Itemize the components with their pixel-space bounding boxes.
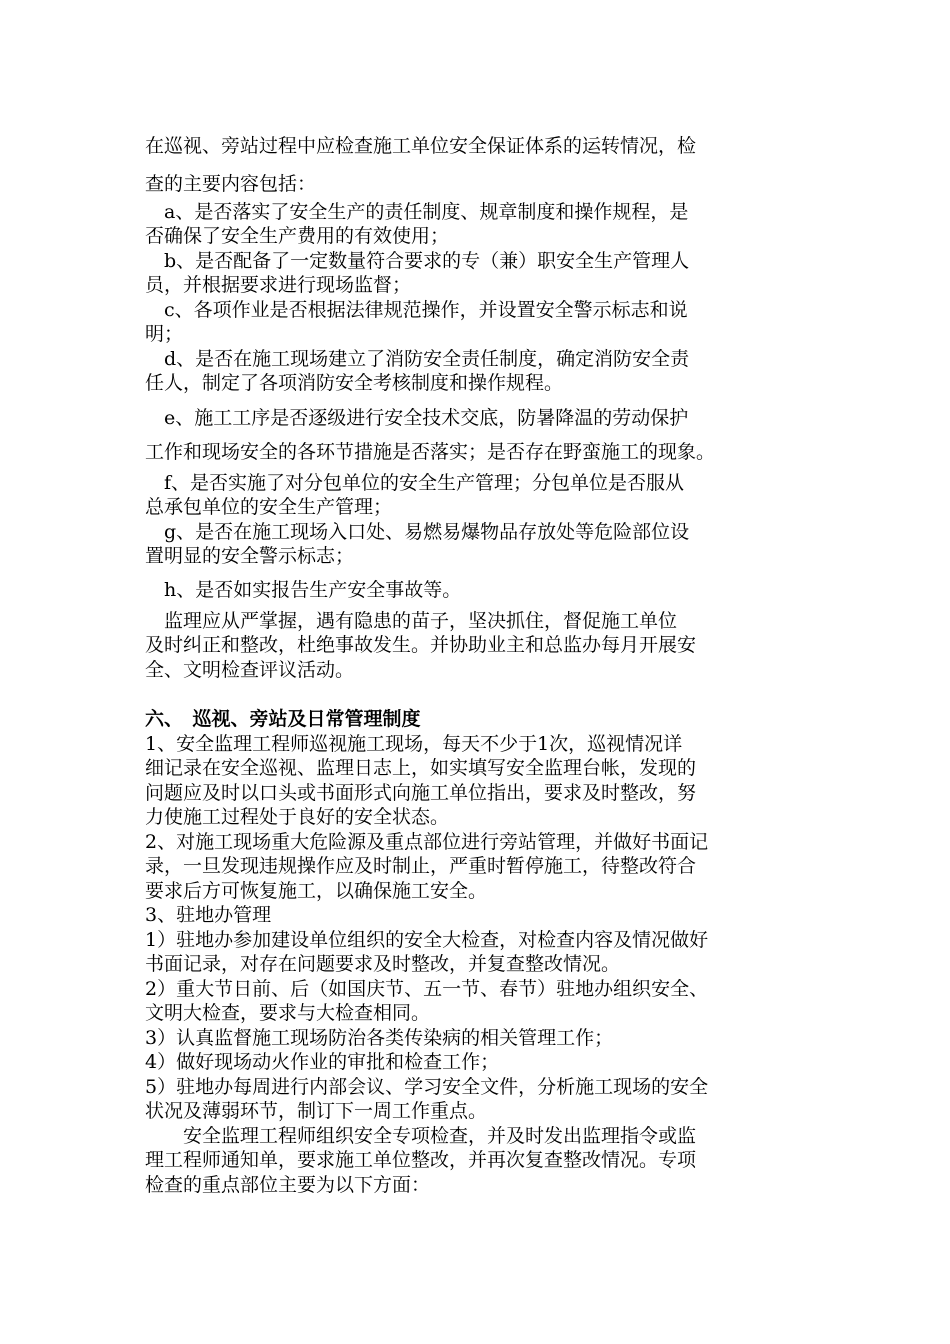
text-line: b、是否配备了一定数量符合要求的专（兼）职安全生产管理人 [145,250,690,272]
text-line: 任人，制定了各项消防安全考核制度和操作规程。 [145,372,564,394]
text-line: 要求后方可恢复施工，以确保施工安全。 [145,880,488,902]
text-line: 2、对施工现场重大危险源及重点部位进行旁站管理，并做好书面记 [145,831,709,853]
text-line: 细记录在安全巡视、监理日志上，如实填写安全监理台帐，发现的 [145,757,697,779]
text-line: 工作和现场安全的各环节措施是否落实；是否存在野蛮施工的现象。 [145,441,716,463]
text-line: 检查的重点部位主要为以下方面： [145,1174,431,1196]
text-line: 全、文明检查评议活动。 [145,659,355,681]
text-line: g、是否在施工现场入口处、易燃易爆物品存放处等危险部位设 [145,521,690,543]
text-line: 1）驻地办参加建设单位组织的安全大检查，对检查内容及情况做好 [145,929,709,951]
text-line: e、施工工序是否逐级进行安全技术交底，防暑降温的劳动保护 [145,407,689,429]
text-line: 查的主要内容包括： [145,173,317,195]
text-line: 监理应从严掌握，遇有隐患的苗子，坚决抓住，督促施工单位 [145,610,678,632]
text-line: a、是否落实了安全生产的责任制度、规章制度和操作规程，是 [145,201,689,223]
text-line: 3、驻地办管理 [145,904,272,926]
text-line: f、是否实施了对分包单位的安全生产管理；分包单位是否服从 [145,472,685,494]
text-line: 员，并根据要求进行现场监督； [145,274,412,296]
text-line: 问题应及时以口头或书面形式向施工单位指出，要求及时整改，努 [145,782,697,804]
text-line: 录，一旦发现违规操作应及时制止，严重时暂停施工，待整改符合 [145,855,697,877]
text-line: 文明大检查，要求与大检查相同。 [145,1002,431,1024]
text-line: 在巡视、旁站过程中应检查施工单位安全保证体系的运转情况，检 [145,135,697,157]
text-line: 力使施工过程处于良好的安全状态。 [145,806,450,828]
text-line: d、是否在施工现场建立了消防安全责任制度，确定消防安全责 [145,348,690,370]
text-line: 状况及薄弱环节，制订下一周工作重点。 [145,1100,488,1122]
text-line: 否确保了安全生产费用的有效使用； [145,225,450,247]
text-line: c、各项作业是否根据法律规范操作，并设置安全警示标志和说 [145,299,688,321]
text-line: h、是否如实报告生产安全事故等。 [145,579,462,601]
text-line: 3）认真监督施工现场防治各类传染病的相关管理工作； [145,1027,614,1049]
text-line: 2）重大节日前、后（如国庆节、五一节、春节）驻地办组织安全、 [145,978,709,1000]
text-line: 置明显的安全警示标志； [145,545,355,567]
text-line: 及时纠正和整改，杜绝事故发生。并协助业主和总监办每月开展安 [145,634,697,656]
text-line: 5）驻地办每周进行内部会议、学习安全文件，分析施工现场的安全 [145,1076,709,1098]
text-line: 理工程师通知单，要求施工单位整改，并再次复查整改情况。专项 [145,1149,697,1171]
text-line: 明； [145,323,184,345]
text-line: 4）做好现场动火作业的审批和检查工作； [145,1051,500,1073]
text-line: 书面记录，对存在问题要求及时整改，并复查整改情况。 [145,953,621,975]
text-line: 安全监理工程师组织安全专项检查，并及时发出监理指令或监 [145,1125,697,1147]
text-line: 总承包单位的安全生产管理； [145,496,393,518]
text-line: 1、安全监理工程师巡视施工现场，每天不少于1次，巡视情况详 [145,733,683,755]
section-heading: 六、 巡视、旁站及日常管理制度 [145,708,421,730]
